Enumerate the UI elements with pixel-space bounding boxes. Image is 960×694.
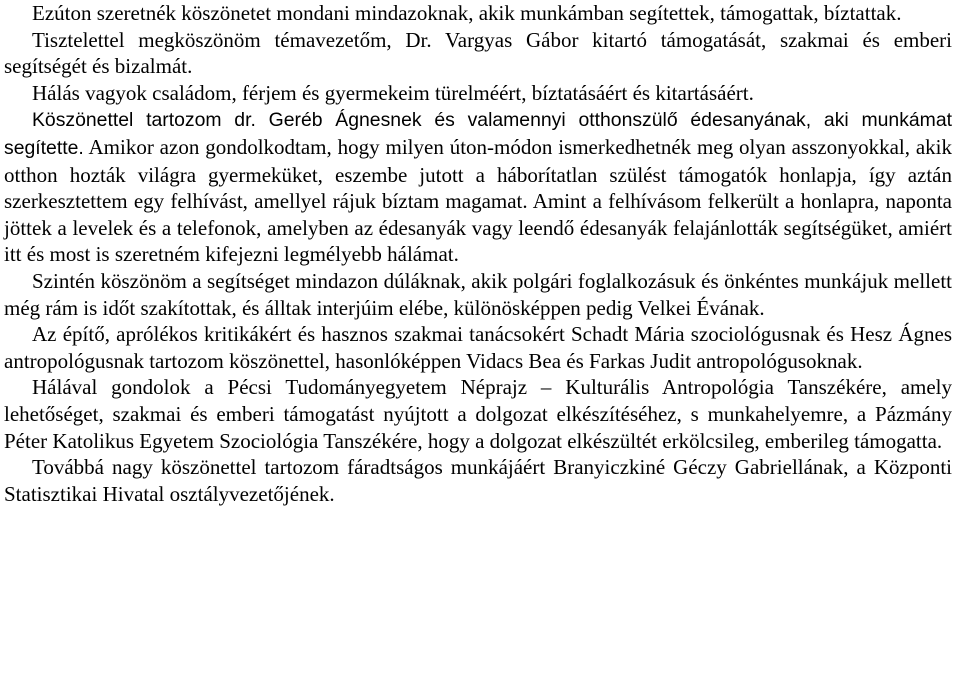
paragraph-5-text: Szintén köszönöm a segítséget mindazon dúláknak, akik polgári foglalkozásuk és önkéntes munkájuk mellett még rám is időt szakítottak, és álltak interjúim elébe, különösképpen pedig Velkei Évának. [4, 268, 952, 320]
paragraph-8 [4, 454, 952, 507]
paragraph-7 [4, 374, 952, 454]
paragraph-4 [4, 106, 952, 268]
paragraph-5 [4, 268, 952, 321]
paragraph-7-text: Hálával gondolok a Pécsi Tudományegyetem Néprajz – Kulturális Antropológia Tanszékére, amely lehetőséget, szakmai és emberi támogatást nyújtott a dolgozat elkészítéséhez, s munkahelyemre, a Pázmány Péter Katolikus Egyetem Szociológia Tanszékére, hogy a dolgozat elkészültét erkölcsileg, emberileg támogatta. [4, 375, 952, 453]
paragraph-6 [4, 321, 952, 374]
paragraph-4-sans-run: Köszönettel tartozom dr. Geréb Ágnesnek és valamennyi otthonszülő édesanyának, aki munkámat segítette. [4, 109, 952, 159]
paragraph-2 [4, 27, 952, 80]
paragraph-3 [4, 80, 952, 107]
paragraph-2-text: Tisztelettel megköszönöm témavezetőm, Dr. Vargyas Gábor kitartó támogatását, szakmai és emberi segítségét és bizalmát. [4, 27, 952, 79]
paragraph-3-text: Hálás vagyok családom, férjem és gyermekeim türelméért, bíztatásáért és kitartásáért. [32, 80, 754, 105]
paragraph-8-text: Továbbá nagy köszönettel tartozom fáradtságos munkájáért Branyiczkiné Géczy Gabriellának, a Központi Statisztikai Hivatal osztályvezetőjének. [4, 455, 952, 506]
paragraph-1-text: Ezúton szeretnék köszönetet mondani mindazoknak, akik munkámban segítettek, támogattak, bíztattak. [32, 1, 902, 25]
paragraph-4-text: Amikor azon gondolkodtam, hogy milyen úton-módon ismerkedhetnék meg olyan asszonyokkal, akik otthon hozták világra gyermeküket, eszembe jutott a háborítatlan szülést támogatók honlapja, így aztán szerkesztettem egy felhívást, amellyel rájuk bíztam magamat. Amint a felhívásom felkerült a honlapra, naponta jöttek a levelek és a telefonok, amelyben az édesanyák vagy leendő édesanyák felajánlották segítségüket, amiért itt és most is szeretném kifejezni legmélyebb hálámat. [4, 134, 952, 267]
paragraph-6-text: Az építő, aprólékos kritikákért és hasznos szakmai tanácsokért Schadt Mária szociológusnak és Hesz Ágnes antropológusnak tartozom köszönettel, hasonlóképpen Vidacs Bea és Farkas Judit antropológusoknak. [4, 322, 952, 373]
paragraph-1 [4, 0, 952, 27]
